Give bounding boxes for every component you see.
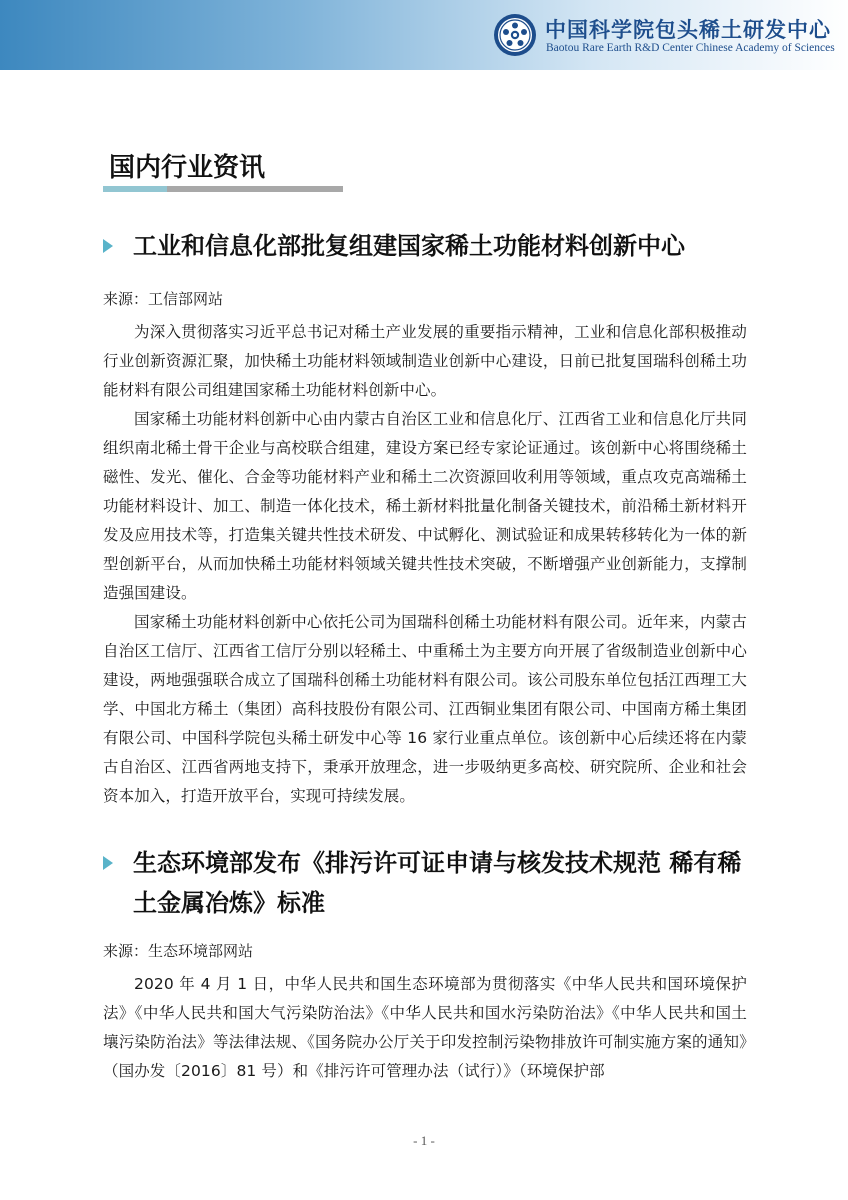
article-title-text: 生态环境部发布《排污许可证申请与核发技术规范 稀有稀土金属冶炼》标准	[133, 849, 742, 917]
paragraph: 国家稀土功能材料创新中心由内蒙古自治区工业和信息化厅、江西省工业和信息化厅共同组织南北稀土骨干企业与高校联合组建，建设方案已经专家论证通过。该创新中心将围绕稀土磁性、发光、催化、合金等功能材料产业和稀土二次资源回收利用等领域，重点攻克高端稀土功能材料设计、加工、制造一体化技术，稀土新材料批量化制备关键技术，前沿稀土新材料开发及应用技术等，打造集关键共性技术研发、中试孵化、测试验证和成果转移转化为一体的新型创新平台，从而加快稀土功能材料领域关键共性技术突破，不断增强产业创新能力，支撑制造强国建设。	[103, 410, 747, 602]
underline-gray	[167, 186, 343, 192]
article-title	[103, 843, 753, 923]
triangle-bullet-icon	[103, 856, 113, 870]
section-underline	[103, 186, 343, 192]
page-number: - 1 -	[413, 1133, 435, 1148]
article-title	[103, 226, 763, 266]
article-title-text: 工业和信息化部批复组建国家稀土功能材料创新中心	[133, 232, 685, 260]
cas-emblem-icon	[493, 13, 537, 57]
org-name-cn: 中国科学院包头稀土研发中心	[545, 17, 831, 42]
paragraph: 2020 年 4 月 1 日，中华人民共和国生态环境部为贯彻落实《中华人民共和国环境保护法》《中华人民共和国大气污染防治法》《中华人民共和国水污染防治法》《中华人民共和国土壤污染防治法》等法律法规、《国务院办公厅关于印发控制污染物排放许可制实施方案的通知》（国办发〔2016〕81 号）和《排污许可管理办法（试行）》（环境保护部	[103, 975, 747, 1080]
triangle-bullet-icon	[103, 239, 113, 253]
paragraph: 为深入贯彻落实习近平总书记对稀土产业发展的重要指示精神，工业和信息化部积极推动行业创新资源汇聚，加快稀土功能材料领域制造业创新中心建设，日前已批复国瑞科创稀土功能材料有限公司组建国家稀土功能材料创新中心。	[103, 323, 747, 399]
org-name-en: Baotou Rare Earth R&D Center Chinese Academy of Sciences	[546, 42, 835, 54]
article-body	[103, 318, 747, 811]
paragraph: 国家稀土功能材料创新中心依托公司为国瑞科创稀土功能材料有限公司。近年来，内蒙古自治区工信厅、江西省工信厅分别以轻稀土、中重稀土为主要方向开展了省级制造业创新中心建设，两地强强联合成立了国瑞科创稀土功能材料有限公司。该公司股东单位包括江西理工大学、中国北方稀土（集团）高科技股份有限公司、江西铜业集团有限公司、中国南方稀土集团有限公司、中国科学院包头稀土研发中心等 16 家行业重点单位。该创新中心后续还将在内蒙古自治区、江西省两地支持下，秉承开放理念，进一步吸纳更多高校、研究院所、企业和社会资本加入，打造开放平台，实现可持续发展。	[103, 613, 747, 805]
article-source: 来源：生态环境部网站	[103, 942, 254, 960]
article-body	[103, 970, 747, 1086]
underline-accent	[103, 186, 167, 192]
section-title: 国内行业资讯	[109, 153, 266, 183]
article-source: 来源：工信部网站	[103, 290, 224, 308]
